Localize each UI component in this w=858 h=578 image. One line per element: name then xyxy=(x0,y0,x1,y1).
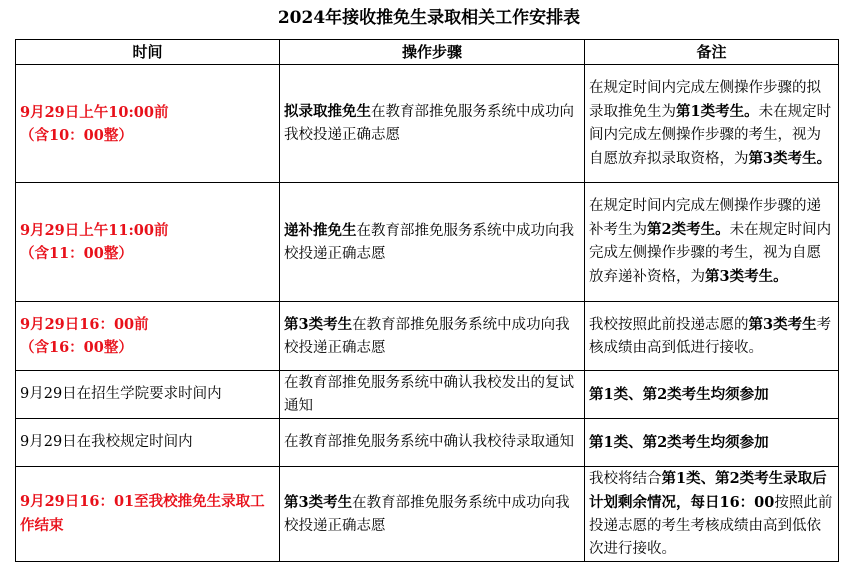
note-text: 我校按照此前投递志愿的 xyxy=(589,316,749,333)
time-text: 9月29日16：01至我校推免生录取工作结束 xyxy=(20,493,265,534)
table-header-row xyxy=(16,40,839,65)
note-emphasis: 第1类考生。 xyxy=(676,102,759,120)
time-cell xyxy=(16,302,280,371)
step-text: 在教育部推免服务系统中成功向我校投递正确志愿 xyxy=(284,494,570,534)
time-note: （含10：00整） xyxy=(20,126,133,144)
step-subject: 第3类考生 xyxy=(284,493,353,511)
table-row xyxy=(16,65,839,183)
note-text: 在规定时间内完成左侧操作步骤的拟录取推免生为 xyxy=(589,79,821,120)
schedule-table xyxy=(15,39,839,562)
note-emphasis: 第3类考生。 xyxy=(705,268,788,285)
note-emphasis: 第1类、第2类考生录取后计划剩余情况，每日16：00 xyxy=(589,470,827,511)
header-time: 时间 xyxy=(16,40,280,65)
time-text: 9月29日上午11:00前 xyxy=(20,222,169,239)
step-subject: 第3类考生 xyxy=(284,315,353,333)
header-step: 操作步骤 xyxy=(280,40,585,65)
time-text: 9月29日16：00前 xyxy=(20,316,149,333)
note-cell xyxy=(585,183,839,302)
note-emphasis: 第3类考生 xyxy=(748,315,817,333)
time-text: 9月29日上午10:00前 xyxy=(20,103,169,121)
step-subject: 拟录取推免生 xyxy=(284,103,371,120)
note-cell xyxy=(585,65,839,183)
time-cell xyxy=(16,467,280,562)
time-cell xyxy=(16,65,280,183)
header-note: 备注 xyxy=(585,40,839,65)
note-text: 考核成绩由高到低进行接收。 xyxy=(589,316,832,356)
note-text: 按照此前投递志愿的考生考核成绩由高到低依次进行接收。 xyxy=(589,495,833,557)
table-row xyxy=(16,371,839,419)
note-emphasis: 第1类、第2类考生均须参加 xyxy=(589,385,769,403)
note-text: 未在规定时间内完成左侧操作步骤的考生，视为自愿放弃拟录取资格，为 xyxy=(589,103,832,167)
note-text: 我校将结合 xyxy=(589,471,662,487)
step-cell xyxy=(280,302,585,371)
time-note: （含11：00整） xyxy=(20,245,133,262)
table-row xyxy=(16,419,839,467)
note-text: 在规定时间内完成左侧操作步骤的递补考生为 xyxy=(589,198,821,238)
table-row xyxy=(16,302,839,371)
step-text: 在教育部推免服务系统中成功向我校投递正确志愿 xyxy=(284,104,574,143)
note-cell xyxy=(585,419,839,467)
note-cell xyxy=(585,467,839,562)
step-cell xyxy=(280,183,585,302)
step-cell xyxy=(280,467,585,562)
time-cell: 9月29日在招生学院要求时间内 xyxy=(16,371,280,419)
step-cell: 在教育部推免服务系统中确认我校发出的复试通知 xyxy=(280,371,585,419)
note-emphasis: 第3类考生。 xyxy=(748,149,832,167)
step-cell: 在教育部推免服务系统中确认我校待录取通知 xyxy=(280,419,585,467)
table-row xyxy=(16,183,839,302)
note-cell xyxy=(585,302,839,371)
time-cell xyxy=(16,183,280,302)
table-row xyxy=(16,467,839,562)
step-subject: 递补推免生 xyxy=(284,221,357,239)
page-title: 2024年接收推免生录取相关工作安排表 xyxy=(277,8,581,28)
note-cell xyxy=(585,371,839,419)
step-cell xyxy=(280,65,585,183)
time-note: （含16：00整） xyxy=(20,339,133,356)
note-emphasis: 第2类考生。 xyxy=(647,221,730,238)
step-text: 在教育部推免服务系统中成功向我校投递正确志愿 xyxy=(284,316,570,356)
note-text: 未在规定时间内完成左侧操作步骤的考生，视为自愿放弃递补资格，为 xyxy=(589,222,832,285)
note-emphasis: 第1类、第2类考生均须参加 xyxy=(589,433,769,451)
step-text: 在教育部推免服务系统中成功向我校投递正确志愿 xyxy=(284,222,574,262)
time-cell: 9月29日在我校规定时间内 xyxy=(16,419,280,467)
